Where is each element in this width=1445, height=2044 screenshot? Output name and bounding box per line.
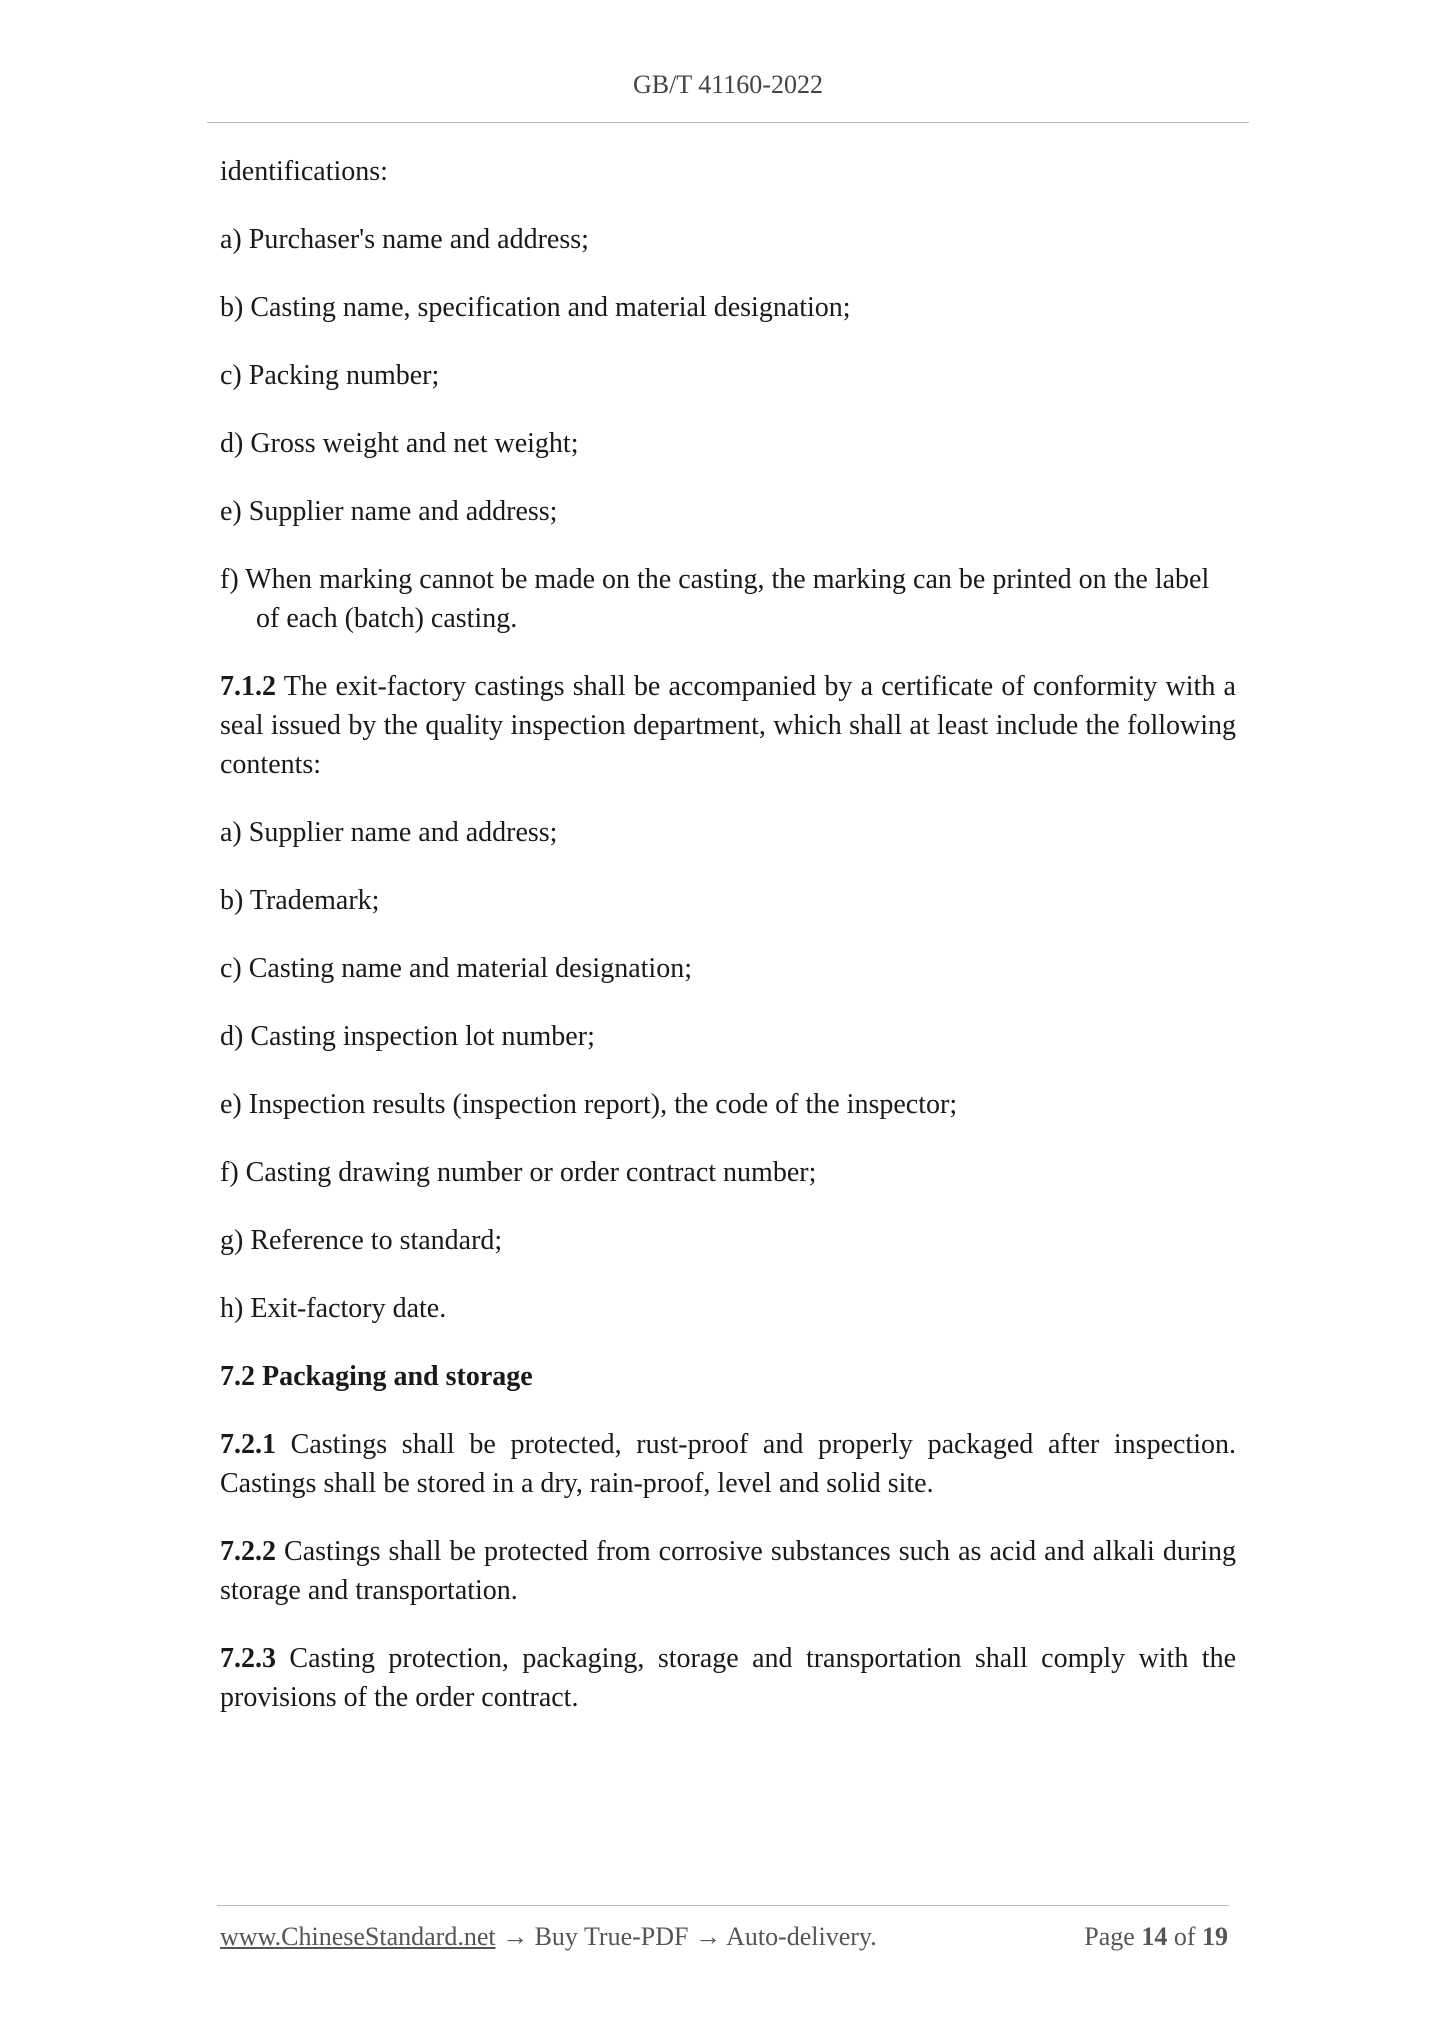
arrow-icon: → [495, 1922, 535, 1951]
clause-7-1-2 [220, 667, 1236, 784]
list-item: d) Casting inspection lot number; [220, 1021, 595, 1052]
clause-text: The exit-factory castings shall be accompanied by a certificate of conformity with a seal issued by the quality inspection department, which shall at least include the following contents: [220, 671, 1236, 780]
list-item: f) When marking cannot be made on the casting, the marking can be printed on the label of each (batch) casting. [220, 564, 1210, 634]
page-total: 19 [1202, 1922, 1228, 1951]
page-indicator [1084, 1922, 1228, 1952]
list-item: d) Gross weight and net weight; [220, 428, 579, 459]
list-item: e) Supplier name and address; [220, 496, 558, 527]
clause-7-2-3 [220, 1639, 1236, 1717]
buy-text: Buy True-PDF [534, 1922, 689, 1951]
clause-number: 7.2.3 [220, 1643, 276, 1674]
footer-divider [217, 1905, 1229, 1906]
section-heading-7-2: 7.2 Packaging and storage [220, 1361, 533, 1392]
clause-number: 7.1.2 [220, 671, 276, 702]
arrow-icon: → [688, 1922, 727, 1951]
page-label: Page [1084, 1922, 1142, 1951]
clause-text: Casting protection, packaging, storage and transportation shall comply with the provisions of the order contract. [220, 1643, 1236, 1713]
header-divider [207, 122, 1249, 123]
page-body [220, 152, 1236, 1717]
list-item: h) Exit-factory date. [220, 1293, 447, 1324]
list-item: a) Supplier name and address; [220, 817, 558, 848]
footer-promo [220, 1922, 877, 1952]
list-item: b) Casting name, specification and material designation; [220, 292, 851, 323]
list-item: g) Reference to standard; [220, 1225, 503, 1256]
list-item: b) Trademark; [220, 885, 380, 916]
list-item: c) Casting name and material designation; [220, 953, 692, 984]
lead-text: identifications: [220, 156, 388, 187]
list-item: a) Purchaser's name and address; [220, 224, 589, 255]
clause-text: Castings shall be protected, rust-proof and properly packaged after inspection. Castings shall be stored in a dry, rain-proof, level and solid site. [220, 1429, 1236, 1499]
delivery-text: Auto-delivery. [726, 1922, 877, 1951]
list-item: f) Casting drawing number or order contract number; [220, 1157, 817, 1188]
of-label: of [1167, 1922, 1202, 1951]
clause-text: Castings shall be protected from corrosive substances such as acid and alkali during storage and transportation. [220, 1536, 1236, 1606]
clause-number: 7.2.1 [220, 1429, 276, 1460]
document-code-header: GB/T 41160-2022 [633, 70, 823, 99]
page-number: 14 [1141, 1922, 1168, 1951]
site-link[interactable]: www.ChineseStandard.net [220, 1922, 496, 1951]
list-item: e) Inspection results (inspection report), the code of the inspector; [220, 1089, 958, 1120]
clause-7-2-1 [220, 1425, 1236, 1503]
clause-7-2-2 [220, 1532, 1236, 1610]
clause-number: 7.2.2 [220, 1536, 276, 1567]
list-item: c) Packing number; [220, 360, 440, 391]
